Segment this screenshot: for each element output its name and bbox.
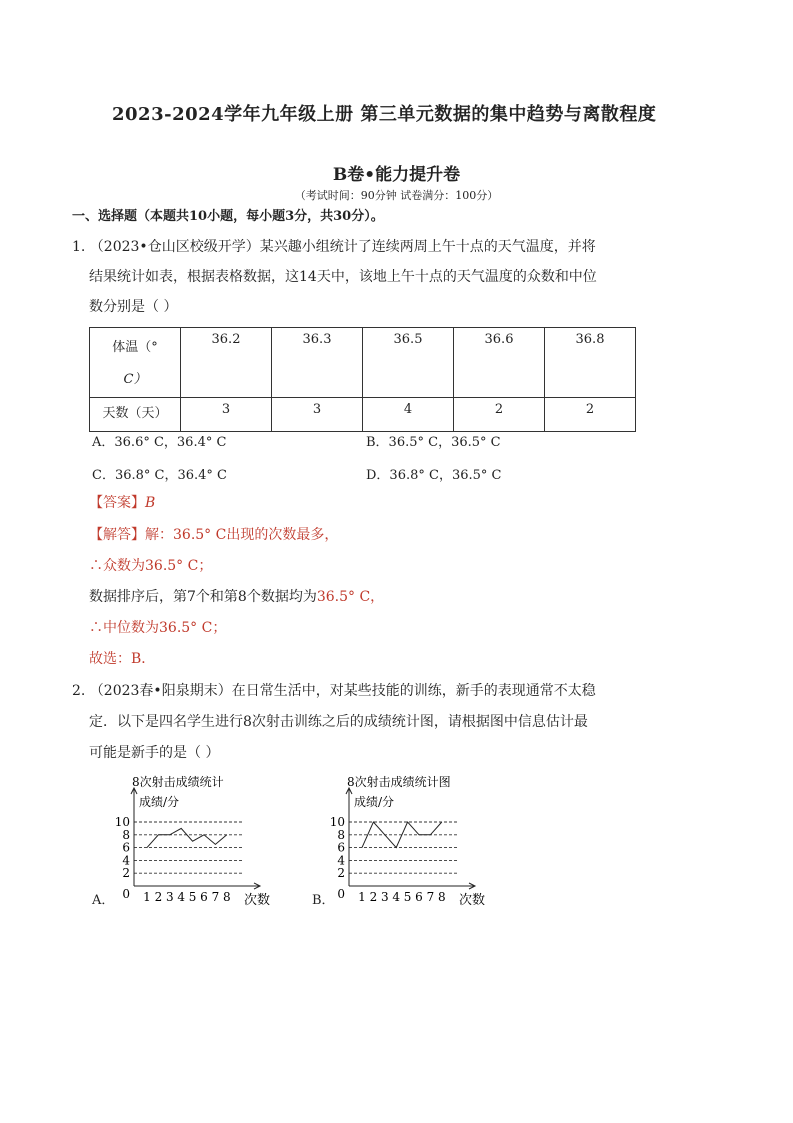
x-tick-label: 4 <box>177 890 186 904</box>
table-days-cell: 3 <box>272 398 363 432</box>
q2-line3: 可能是新手的是（ ） <box>89 745 220 761</box>
x-tick-label: 7 <box>211 890 220 904</box>
page-title: 2023-2024学年九年级上册 第三单元数据的集中趋势与离散程度 <box>112 104 657 125</box>
q2-line1: 2. （2023春•阳泉期末）在日常生活中，对某些技能的训练，新手的表现通常不太稳 <box>72 683 596 699</box>
q1-analysis-line5: 故选：B． <box>89 651 156 667</box>
q1-analysis-line2: ∴众数为36.5° C； <box>89 558 213 574</box>
q1-option-d: D．36.8° C，36.5° C <box>366 468 502 483</box>
y-tick-label: 10 <box>114 815 130 829</box>
x-tick-label: 1 <box>358 890 366 904</box>
y-tick-label: 10 <box>329 815 345 829</box>
q1-option-c: C．36.8° C，36.4° C <box>92 468 227 483</box>
x-tick-label: 4 <box>392 890 401 904</box>
chart-title: 8次射击成绩统计 <box>132 775 224 789</box>
x-tick-label: 5 <box>188 890 197 904</box>
table-temp-cell: 36.3 <box>272 328 363 398</box>
x-tick-label: 8 <box>437 890 446 904</box>
y-tick-label: 4 <box>337 853 345 868</box>
x-tick-label: 7 <box>426 890 435 904</box>
table-days-cell: 2 <box>545 398 636 432</box>
analysis-label: 【解答】 <box>89 527 145 543</box>
x-tick-label: 6 <box>415 890 423 904</box>
x-tick-label: 3 <box>380 890 389 904</box>
y-tick-label: 4 <box>122 853 130 868</box>
page-subtitle: B卷•能力提升卷 <box>332 165 461 185</box>
answer-value: B <box>145 495 156 511</box>
exam-note: （考试时间：90分钟 试卷满分：100分） <box>294 189 499 202</box>
q1-line3: 数分别是（ ） <box>89 299 178 315</box>
x-tick-label: 2 <box>369 890 378 904</box>
table-days-cell: 4 <box>363 398 454 432</box>
chart-xlabel: 次数 <box>244 893 271 908</box>
shooting-chart-b <box>325 770 505 910</box>
header-label-line1: 体温（° <box>112 340 158 355</box>
q2-option-a: A． <box>92 893 115 908</box>
x-tick-label: 3 <box>165 890 174 904</box>
chart-ylabel: 成绩/分 <box>354 795 395 809</box>
y-tick-label: 2 <box>337 866 345 881</box>
y-tick-label: 8 <box>337 827 345 842</box>
chart-title: 8次射击成绩统计图 <box>347 775 451 789</box>
q1-answer <box>89 488 155 518</box>
table-temp-cell: 36.2 <box>181 328 272 398</box>
q1-analysis-line3 <box>89 582 384 612</box>
origin-label: 0 <box>337 887 345 901</box>
q1-option-b: B．36.5° C，36.5° C <box>366 435 501 450</box>
table-temp-cell: 36.6 <box>454 328 545 398</box>
q1-line1: 1. （2023•仓山区校级开学）某兴趣小组统计了连续两周上午十点的天气温度，并将 <box>72 239 596 255</box>
header-label-line2: C） <box>123 372 147 387</box>
q2-option-b: B． <box>312 893 335 908</box>
chart-ylabel: 成绩/分 <box>139 795 180 809</box>
q1-analysis-line1 <box>89 520 338 550</box>
x-tick-label: 6 <box>200 890 208 904</box>
q1-option-a: A．36.6° C，36.4° C <box>92 435 227 450</box>
table-days-cell: 2 <box>454 398 545 432</box>
chart-xlabel: 次数 <box>459 893 486 908</box>
y-tick-label: 8 <box>122 827 130 842</box>
table-row-label: 天数（天） <box>90 398 181 432</box>
analysis-value: 36.5° C， <box>316 589 385 605</box>
x-tick-label: 2 <box>154 890 163 904</box>
series-line <box>362 822 442 848</box>
q1-table <box>89 327 636 432</box>
answer-label: 【答案】 <box>89 495 145 511</box>
analysis-text: 解：36.5° C出现的次数最多， <box>145 527 339 543</box>
shooting-chart-a <box>110 770 290 910</box>
x-tick-label: 5 <box>403 890 412 904</box>
origin-label: 0 <box>122 887 130 901</box>
q2-line2: 定．以下是四名学生进行8次射击训练之后的成绩统计图，请根据图中信息估计最 <box>89 714 588 730</box>
table-header-label <box>90 328 181 398</box>
y-tick-label: 2 <box>122 866 130 881</box>
y-tick-label: 6 <box>337 840 345 855</box>
table-days-cell: 3 <box>181 398 272 432</box>
table-temp-cell: 36.8 <box>545 328 636 398</box>
section-heading: 一、选择题（本题共10小题，每小题3分，共30分）。 <box>72 209 384 224</box>
x-tick-label: 1 <box>143 890 151 904</box>
q1-analysis-line4: ∴中位数为36.5° C； <box>89 620 227 636</box>
y-tick-label: 6 <box>122 840 130 855</box>
q1-line2: 结果统计如表，根据表格数据，这14天中，该地上午十点的天气温度的众数和中位 <box>89 269 597 285</box>
x-tick-label: 8 <box>222 890 231 904</box>
table-temp-cell: 36.5 <box>363 328 454 398</box>
analysis-text: 数据排序后，第7个和第8个数据均为 <box>89 589 317 605</box>
series-line <box>147 828 227 847</box>
